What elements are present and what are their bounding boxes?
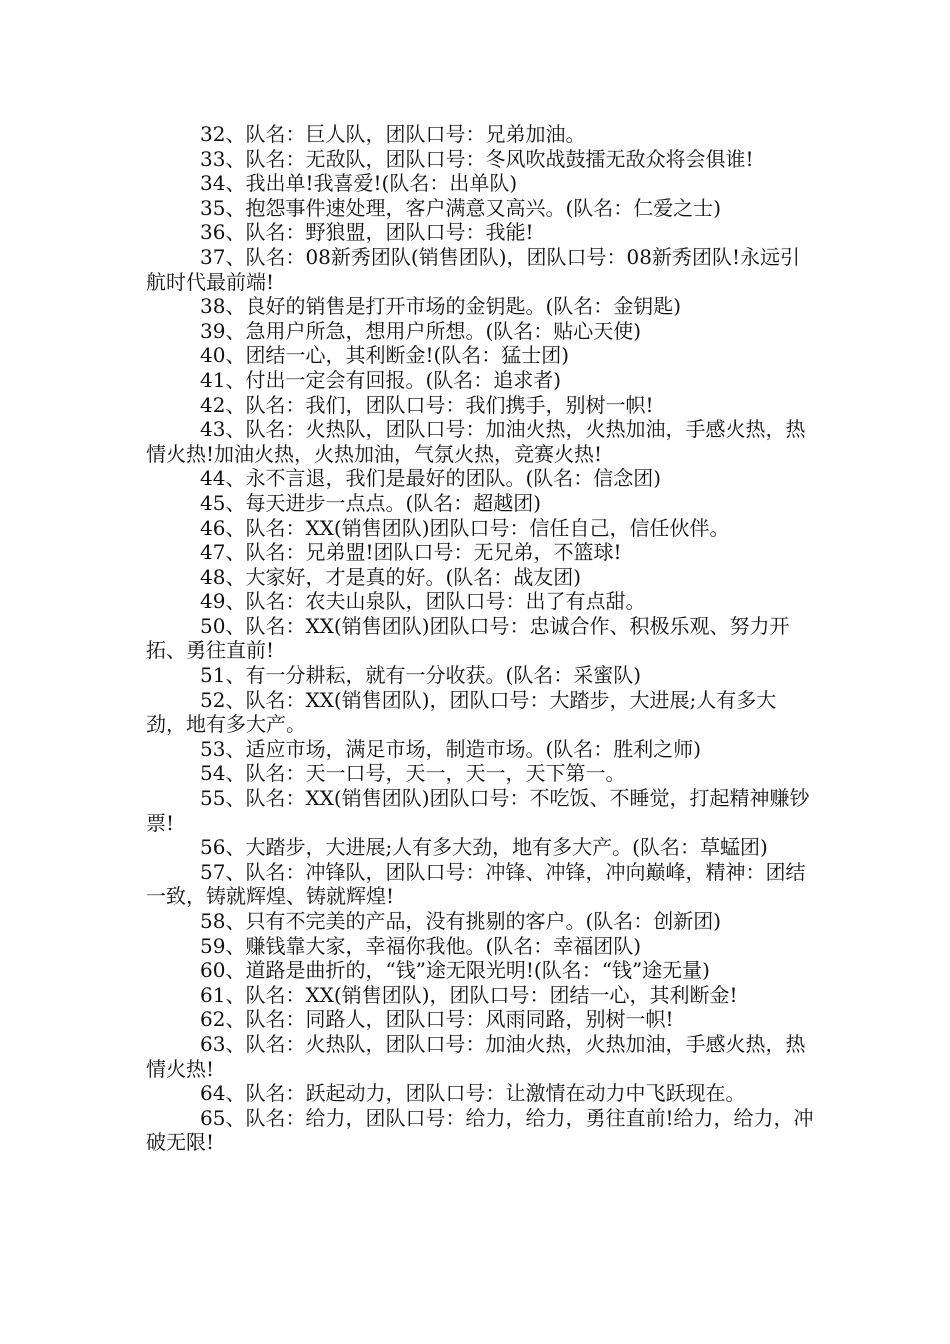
document-body — [146, 122, 816, 1155]
paragraph: 52、队名：XX(销售团队)，团队口号：大踏步，大进展;人有多大劲，地有多大产。 — [146, 687, 777, 737]
paragraph: 40、团结一心，其利断金!(队名：猛士团) — [200, 343, 570, 368]
paragraph: 33、队名：无敌队，团队口号：冬风吹战鼓擂无敌众将会俱谁! — [200, 146, 754, 171]
paragraph: 53、适应市场，满足市场，制造市场。(队名：胜利之师) — [200, 736, 702, 761]
paragraph: 58、只有不完美的产品，没有挑剔的客户。(队名：创新团) — [200, 909, 722, 933]
paragraph: 60、道路是曲折的，“钱”途无限光明!(队名：“钱”途无量) — [200, 958, 710, 983]
paragraph: 59、赚钱靠大家，幸福你我他。(队名：幸福团队) — [200, 933, 642, 958]
paragraph: 51、有一分耕耘，就有一分收获。(队名：采蜜队) — [200, 663, 642, 688]
paragraph: 39、急用户所急，想用户所想。(队名：贴心天使) — [200, 318, 642, 343]
paragraph: 46、队名：XX(销售团队)团队口号：信任自己，信任伙伴。 — [200, 515, 730, 540]
paragraph: 50、队名：XX(销售团队)团队口号：忠诚合作、积极乐观、努力开拓、勇往直前! — [146, 613, 790, 663]
paragraph: 41、付出一定会有回报。(队名：追求者) — [200, 367, 562, 392]
paragraph: 54、队名：天一口号，天一，天一，天下第一。 — [200, 761, 626, 786]
paragraph: 55、队名：XX(销售团队)团队口号：不吃饭、不睡觉，打起精神赚钞票! — [146, 786, 810, 835]
paragraph: 64、队名：跃起动力，团队口号：让激情在动力中飞跃现在。 — [200, 1081, 746, 1106]
paragraph: 42、队名：我们，团队口号：我们携手，别树一帜! — [200, 392, 654, 417]
paragraph: 36、队名：野狼盟，团队口号：我能! — [200, 220, 534, 245]
paragraph: 38、良好的销售是打开市场的金钥匙。(队名：金钥匙) — [200, 294, 682, 319]
paragraph: 34、我出单!我喜爱!(队名：出单队) — [200, 171, 518, 196]
paragraph: 56、大踏步，大进展;人有多大劲，地有多大产。(队名：草蜢团) — [200, 835, 768, 860]
paragraph: 45、每天进步一点点。(队名：超越团) — [200, 490, 542, 515]
paragraph: 43、队名：火热队，团队口号：加油火热，火热加油，手感火热，热情火热!加油火热，火热加油，气氛火热，竞赛火热! — [146, 417, 806, 466]
paragraph: 65、队名：给力，团队口号：给力，给力，勇往直前!给力，给力，冲破无限! — [146, 1105, 814, 1155]
paragraph: 47、队名：兄弟盟!团队口号：无兄弟，不篮球! — [200, 540, 622, 565]
paragraph: 48、大家好，才是真的好。(队名：战友团) — [200, 564, 582, 589]
paragraph: 63、队名：火热队，团队口号：加油火热，火热加油，手感火热，热情火热! — [146, 1031, 806, 1081]
paragraph: 44、永不言退，我们是最好的团队。(队名：信念团) — [200, 466, 662, 491]
paragraph: 49、队名：农夫山泉队，团队口号：出了有点甜。 — [200, 589, 646, 614]
paragraph: 37、队名：08新秀团队(销售团队)，团队口号：08新秀团队!永远引航时代最前端! — [146, 244, 800, 294]
paragraph: 35、抱怨事件速处理，客户满意又高兴。(队名：仁爱之士) — [200, 195, 722, 220]
paragraph: 62、队名：同路人，团队口号：风雨同路，别树一帜! — [200, 1007, 674, 1032]
paragraph: 61、队名：XX(销售团队)，团队口号：团结一心，其利断金! — [200, 982, 738, 1007]
paragraph: 32、队名：巨人队，团队口号：兄弟加油。 — [200, 122, 586, 146]
paragraph: 57、队名：冲锋队，团队口号：冲锋、冲锋，冲向巅峰，精神：团结一致，铸就辉煌、铸就辉煌! — [146, 859, 806, 909]
